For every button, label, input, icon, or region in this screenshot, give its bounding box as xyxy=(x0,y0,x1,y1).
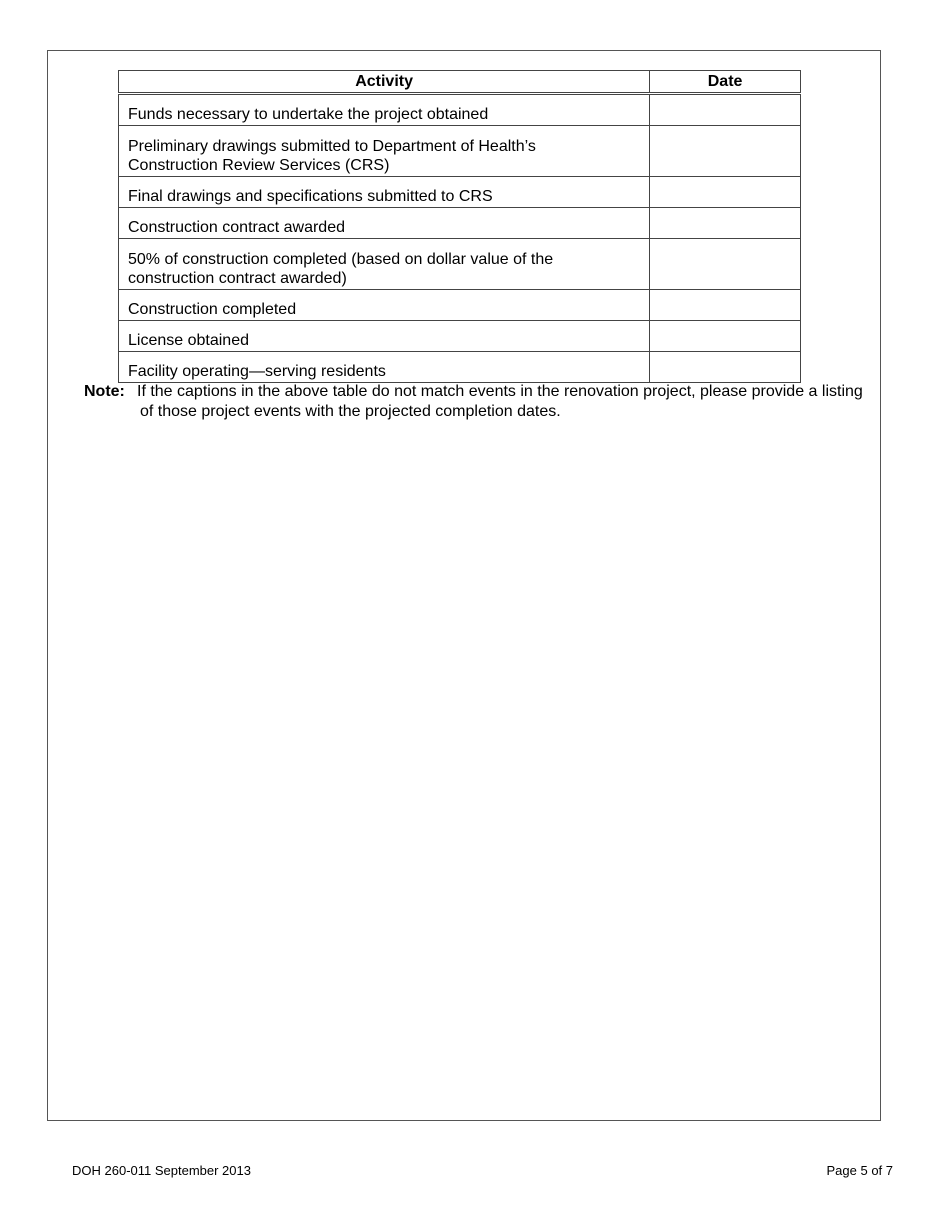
table-row xyxy=(119,352,801,383)
activity-cell: Facility operating—serving residents xyxy=(119,352,650,383)
note-label: Note: xyxy=(84,383,125,400)
table-row xyxy=(119,321,801,352)
table-header-row xyxy=(119,71,801,94)
date-field[interactable] xyxy=(650,321,801,352)
activity-cell: Construction completed xyxy=(119,290,650,321)
activity-cell: License obtained xyxy=(119,321,650,352)
activity-cell: Funds necessary to undertake the project obtained xyxy=(119,94,650,126)
column-header-activity: Activity xyxy=(119,71,650,94)
table-row xyxy=(119,239,801,290)
form-identifier: DOH 260-011 September 2013 xyxy=(72,1163,251,1178)
activity-cell: Final drawings and specifications submitted to CRS xyxy=(119,177,650,208)
date-field[interactable] xyxy=(650,177,801,208)
table-row xyxy=(119,126,801,177)
date-field[interactable] xyxy=(650,239,801,290)
date-field[interactable] xyxy=(650,94,801,126)
page-number: Page 5 of 7 xyxy=(826,1163,893,1178)
note-block xyxy=(84,382,874,422)
table-row xyxy=(119,290,801,321)
date-field[interactable] xyxy=(650,290,801,321)
table-row xyxy=(119,208,801,239)
note-text: If the captions in the above table do not match events in the renovation project, please provide a listing of those project events with the projected completion dates. xyxy=(137,383,863,420)
activity-cell: Preliminary drawings submitted to Department of Health’s Construction Review Services (CRS) xyxy=(119,126,650,177)
column-header-date: Date xyxy=(650,71,801,94)
table-row xyxy=(119,177,801,208)
date-field[interactable] xyxy=(650,126,801,177)
table-row xyxy=(119,94,801,126)
date-field[interactable] xyxy=(650,352,801,383)
activity-schedule-table xyxy=(118,70,801,383)
date-field[interactable] xyxy=(650,208,801,239)
activity-cell: Construction contract awarded xyxy=(119,208,650,239)
activity-cell: 50% of construction completed (based on dollar value of the construction contract awarded) xyxy=(119,239,650,290)
